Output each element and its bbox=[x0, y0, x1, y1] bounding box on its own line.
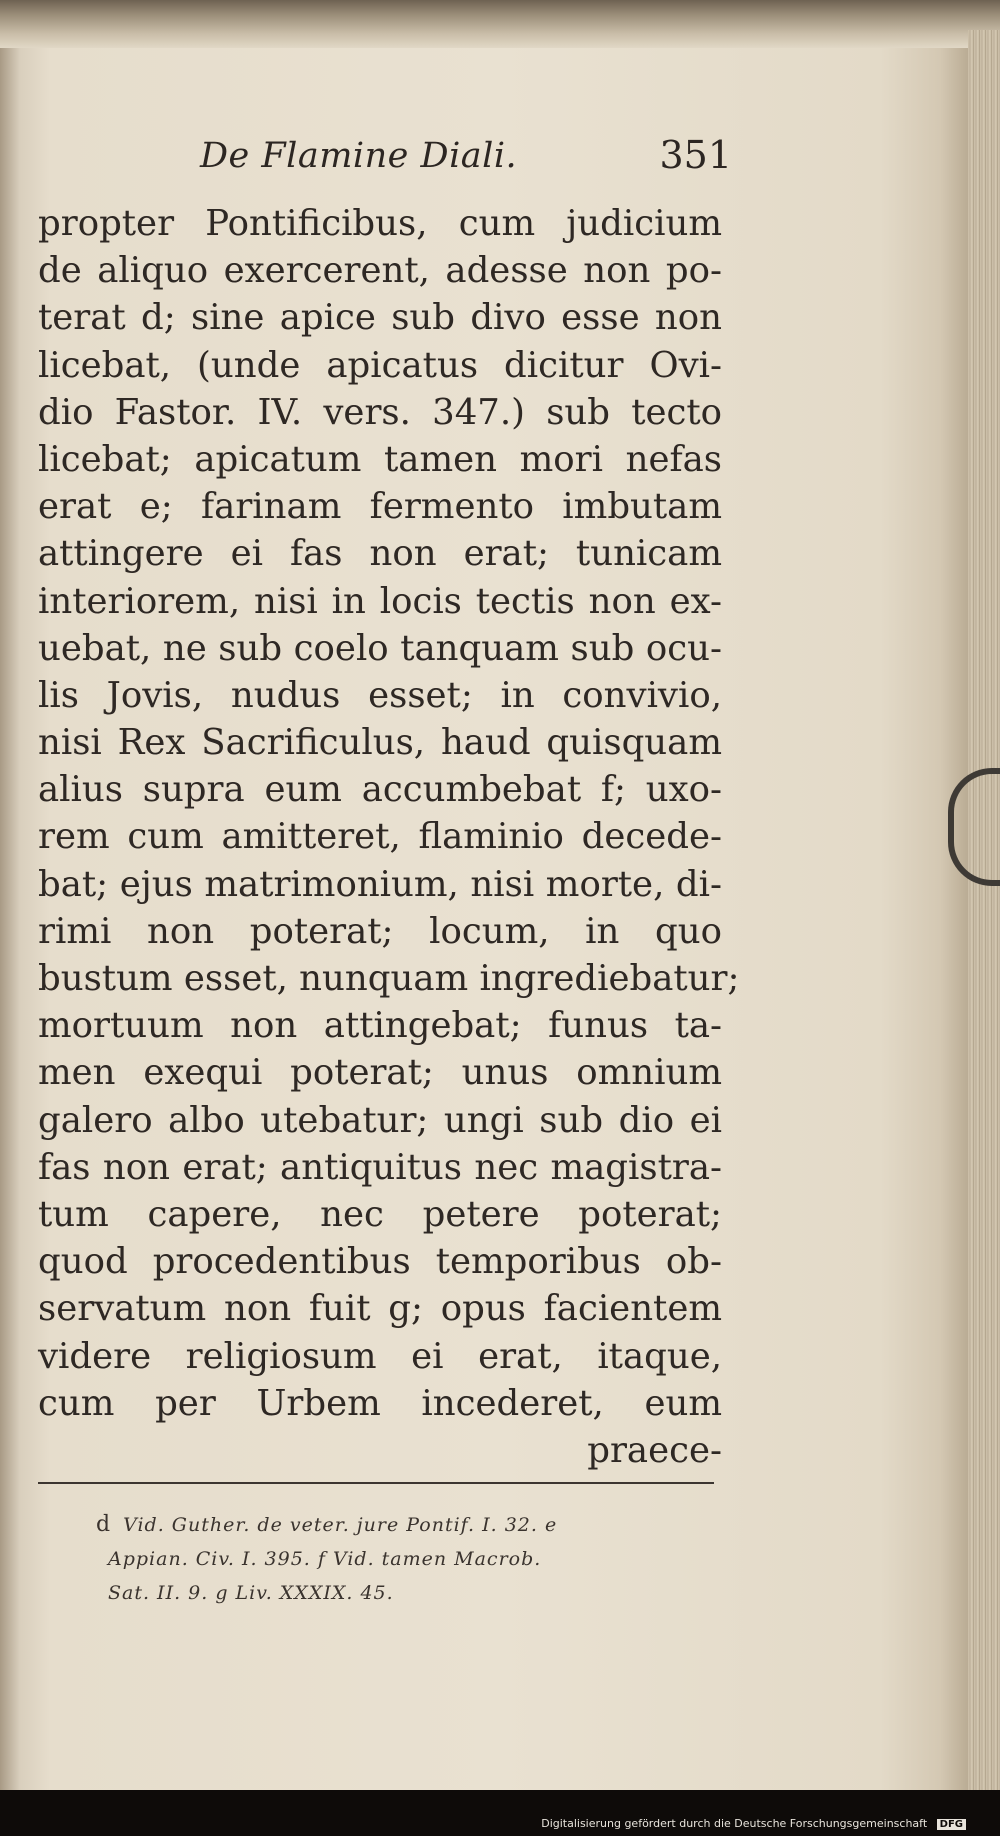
page-fore-edge bbox=[968, 30, 1000, 1790]
digitization-note-text: Digitalisierung gefördert durch die Deutsche Forschungsgemeinschaft bbox=[541, 1817, 928, 1830]
page-top-edge bbox=[0, 0, 1000, 48]
text-line: terat d; sine apice sub divo esse non bbox=[38, 297, 722, 339]
text-line: cum per Urbem incederet, eum bbox=[38, 1382, 722, 1424]
footnote-line bbox=[96, 1508, 720, 1542]
text-line: galero albo utebatur; ungi sub dio ei bbox=[38, 1099, 722, 1141]
footnote-line bbox=[96, 1576, 720, 1610]
text-line: quod procedentibus temporibus ob- bbox=[38, 1241, 722, 1283]
page-number: 351 bbox=[659, 133, 732, 177]
text-line: uebat, ne sub coelo tanquam sub ocu- bbox=[38, 627, 722, 669]
text-line: rem cum amitteret, flaminio decede- bbox=[38, 816, 722, 858]
footnote-text: Vid. Guther. de veter. jure Pontif. I. 32. e bbox=[123, 1514, 558, 1536]
text-line: attingere ei fas non erat; tunicam bbox=[38, 533, 722, 575]
text-line: fas non erat; antiquitus nec magistra- bbox=[38, 1146, 722, 1188]
text-line: servatum non fuit g; opus facientem bbox=[38, 1288, 722, 1330]
text-line: erat e; farinam fermento imbutam bbox=[38, 486, 722, 528]
dfg-logo: DFG bbox=[937, 1819, 966, 1830]
text-line: rimi non poterat; locum, in quo bbox=[38, 910, 722, 952]
text-line: de aliquo exercerent, adesse non po- bbox=[38, 250, 722, 292]
text-line: videre religiosum ei erat, itaque, bbox=[38, 1335, 722, 1377]
text-line: lis Jovis, nudus esset; in convivio, bbox=[38, 674, 722, 716]
footnote-mark: d bbox=[96, 1512, 112, 1537]
text-line: men exequi poterat; unus omnium bbox=[38, 1052, 722, 1094]
text-line: licebat; apicatum tamen mori nefas bbox=[38, 438, 722, 480]
footnote-text: Sat. II. 9. g Liv. XXXIX. 45. bbox=[108, 1582, 394, 1604]
text-line: alius supra eum accumbebat f; uxo- bbox=[38, 769, 722, 811]
digitization-note bbox=[541, 1817, 966, 1830]
footnote-text: Appian. Civ. I. 395. f Vid. tamen Macrob. bbox=[108, 1548, 542, 1570]
text-line: bat; ejus matrimonium, nisi morte, di- bbox=[38, 863, 722, 905]
footnote-line bbox=[96, 1542, 720, 1576]
page-clip bbox=[948, 768, 1000, 886]
text-line: interiorem, nisi in locis tectis non ex- bbox=[38, 580, 722, 622]
footnote-rule bbox=[38, 1482, 714, 1484]
text-line: licebat, (unde apicatus dicitur Ovi- bbox=[38, 344, 722, 386]
body-text bbox=[38, 200, 740, 1474]
text-line: bustum esset, nunquam ingrediebatur; bbox=[38, 958, 740, 999]
page-header bbox=[200, 133, 732, 184]
running-title: De Flamine Diali. bbox=[200, 136, 518, 176]
text-line: tum capere, nec petere poterat; bbox=[38, 1193, 722, 1235]
text-line: dio Fastor. IV. vers. 347.) sub tecto bbox=[38, 391, 722, 433]
text-line: nisi Rex Sacrificulus, haud quisquam bbox=[38, 722, 722, 764]
footnotes bbox=[96, 1508, 720, 1610]
text-line: propter Pontificibus, cum judicium bbox=[38, 203, 722, 244]
catchword: praece- bbox=[587, 1429, 722, 1471]
text-line: mortuum non attingebat; funus ta- bbox=[38, 1005, 722, 1047]
